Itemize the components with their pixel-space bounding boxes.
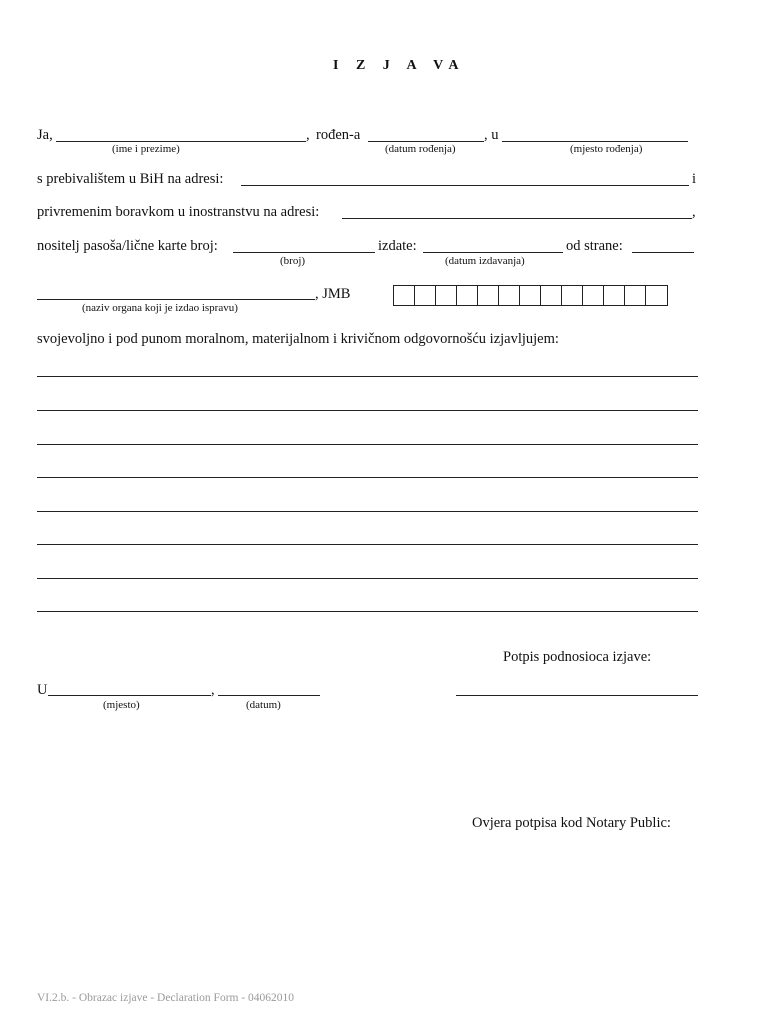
name-field[interactable] bbox=[56, 141, 306, 142]
birthplace-prefix: , u bbox=[484, 127, 499, 143]
jmb-digit-box[interactable] bbox=[583, 286, 604, 305]
caption-place: (mjesto) bbox=[103, 699, 140, 711]
issuing-authority-field[interactable] bbox=[37, 299, 315, 300]
form-footer: VI.2.b. - Obrazac izjave - Declaration Form - 04062010 bbox=[37, 992, 295, 1004]
document-title: I Z J A VA bbox=[333, 58, 466, 73]
jmb-digit-box[interactable] bbox=[541, 286, 562, 305]
residence-suffix: i bbox=[692, 171, 697, 187]
notary-label: Ovjera potpisa kod Notary Public: bbox=[472, 815, 671, 831]
jmb-digit-box[interactable] bbox=[604, 286, 625, 305]
abroad-label: privremenim boravkom u inostranstvu na adresi: bbox=[37, 204, 320, 220]
issued-label: izdate: bbox=[378, 238, 417, 254]
issued-by-field[interactable] bbox=[632, 252, 694, 253]
jmb-digit-box[interactable] bbox=[646, 286, 667, 305]
jmb-digit-box[interactable] bbox=[436, 286, 457, 305]
caption-date: (datum) bbox=[246, 699, 281, 711]
jmb-input-boxes[interactable] bbox=[393, 285, 668, 306]
jmb-digit-box[interactable] bbox=[562, 286, 583, 305]
caption-issue-date: (datum izdavanja) bbox=[445, 255, 525, 267]
caption-number: (broj) bbox=[280, 255, 306, 267]
caption-name: (ime i prezime) bbox=[112, 143, 180, 155]
place-prefix: U bbox=[37, 682, 48, 698]
issued-by-label: od strane: bbox=[566, 238, 623, 254]
document-number-label: nositelj pasoša/lične karte broj: bbox=[37, 238, 218, 254]
signature-label: Potpis podnosioca izjave: bbox=[503, 649, 652, 665]
jmb-digit-box[interactable] bbox=[478, 286, 499, 305]
jmb-digit-box[interactable] bbox=[520, 286, 541, 305]
date-field[interactable] bbox=[218, 695, 320, 696]
jmb-digit-box[interactable] bbox=[625, 286, 646, 305]
statement-line[interactable] bbox=[37, 544, 698, 545]
place-field[interactable] bbox=[48, 695, 211, 696]
signature-field[interactable] bbox=[456, 695, 698, 696]
jmb-digit-box[interactable] bbox=[457, 286, 478, 305]
born-label: rođen-a bbox=[316, 127, 361, 143]
comma-1: , bbox=[306, 127, 310, 143]
statement-line[interactable] bbox=[37, 444, 698, 445]
statement-line[interactable] bbox=[37, 511, 698, 512]
statement-text: svojevoljno i pod punom moralnom, materijalnom i krivičnom odgovornošću izjavljujem: bbox=[37, 331, 559, 347]
residence-label: s prebivalištem u BiH na adresi: bbox=[37, 171, 224, 187]
caption-issuing-authority: (naziv organa koji je izdao ispravu) bbox=[82, 302, 238, 314]
caption-birth-place: (mjesto rođenja) bbox=[570, 143, 643, 155]
statement-line[interactable] bbox=[37, 578, 698, 579]
intro-label: Ja, bbox=[37, 127, 53, 143]
place-date-separator: , bbox=[211, 682, 215, 698]
jmb-digit-box[interactable] bbox=[499, 286, 520, 305]
abroad-suffix: , bbox=[692, 204, 696, 220]
jmb-digit-box[interactable] bbox=[394, 286, 415, 305]
caption-birth-date: (datum rođenja) bbox=[385, 143, 456, 155]
jmb-label: , JMB bbox=[315, 286, 351, 302]
statement-line[interactable] bbox=[37, 376, 698, 377]
statement-line[interactable] bbox=[37, 477, 698, 478]
statement-line[interactable] bbox=[37, 410, 698, 411]
statement-line[interactable] bbox=[37, 611, 698, 612]
abroad-address-field[interactable] bbox=[342, 218, 692, 219]
residence-address-field[interactable] bbox=[241, 185, 689, 186]
jmb-digit-box[interactable] bbox=[415, 286, 436, 305]
birth-place-field[interactable] bbox=[502, 141, 688, 142]
birth-date-field[interactable] bbox=[368, 141, 484, 142]
document-number-field[interactable] bbox=[233, 252, 375, 253]
issue-date-field[interactable] bbox=[423, 252, 563, 253]
